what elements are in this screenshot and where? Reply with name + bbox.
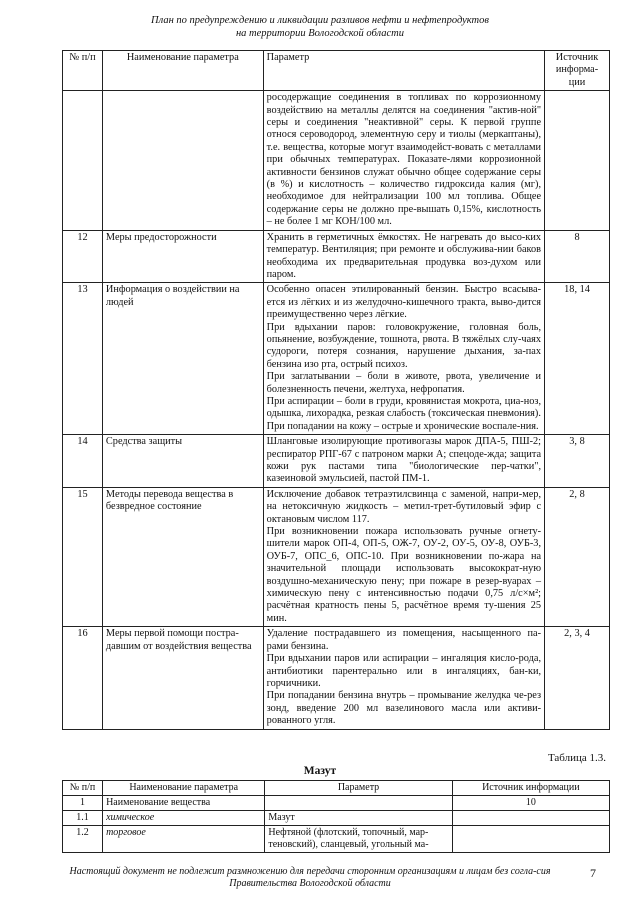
row-number: 1.2 [63,826,103,853]
table-row [63,487,610,626]
col-header-parameter: Параметр [263,51,544,91]
col-header-name: Наименование параметра [103,781,265,796]
parameter-paragraph: При попадании на кожу – острые и хронические воспале-ния. [266,420,539,432]
header-line-2: на территории Вологодской области [235,28,405,39]
table-row [63,796,610,811]
table-header-row [63,51,610,91]
row-parameter: Мазут [265,811,452,826]
parameter-paragraph: При вдыхании паров: головокружение, головная боль, опьянение, возбуждение, тошнота, рвота. В тяжёлых слу-чаях судороги, потеря сознания, нарушение дыхания, за-пах бензина изо рта, острый психоз. [266,321,542,370]
table-header-row [63,781,610,796]
table-row-continuation [63,91,610,230]
row-number: 16 [63,627,103,729]
row-parameter [263,487,544,626]
section-title: Мазут [303,765,337,777]
row-source [452,826,609,853]
continuation-text: росодержащие соединения в топливах по коррозионному воздействию на металлы делятся на соединения "актив-ной" серы и соединения "неактивной" серы. К первой группе относя сероводород, элементную серу и тиолы (меркаптаны), т.е. вещества, которые могут взаимодейст-вовать с металлами при обычных температурах. Показате-лями коррозионной активности бензинов служат обычно общее содержание серы (в %) и кислотность – количество гидроксида калия (мг), необходимое для нейтрализации 100 мл топлива. Общее содержание серы не должно пре-вышать 0,15%, кислотность – не более 1 мг КОН/100 мл. [263,91,544,230]
parameter-paragraph: Особенно опасен этилированный бензин. Быстро всасыва-ется из лёгких и из желудочно-кишечного тракта, выво-дится преимущественно через лёгкие. [266,284,542,321]
row-parameter [263,230,544,283]
page-footer: Настоящий документ не подлежит размножению для передачи сторонним организациям и лицам без согла-сия Правительства Вологодской области [69,866,551,889]
col-header-name: Наименование параметра [102,51,263,91]
table-number-label: Таблица 1.3. [547,752,606,764]
row-name: Меры первой помощи постра-давшим от воздействия вещества [102,627,263,729]
table-row [63,826,610,853]
parameter-paragraph: При заглатывании – боли в животе, рвота, увеличение и болезненность печени, желтуха, нефропатия. [266,371,542,395]
row-name: Методы перевода вещества в безвредное состояние [102,487,263,626]
page-header [0,14,640,40]
parameter-paragraph: Исключение добавок тетраэтилсвинца с заменой, напри-мер, на нетоксичную жидкость – метил-трет-бутиловый эфир с октановым числом 117. [266,488,542,525]
row-source: 2, 8 [545,487,610,626]
row-source [452,811,609,826]
table-row [63,283,610,435]
row-source: 8 [545,230,610,283]
row-parameter: Нефтяной (флотский, топочный, мар-теновский), сланцевый, угольный ма- [265,826,452,853]
parameter-paragraph: При попадании бензина внутрь – промывание желудка че-рез зонд, введение 200 мл вазелинового масла или активи-рованного угля. [266,690,542,727]
parameter-paragraph: При вдыхании паров или аспирации – ингаляция кисло-рода, антибиотики парентерально или в ингаляциях, бан-ки, горчичники. [266,653,542,689]
row-parameter [265,796,452,811]
table-row [63,811,610,826]
col-header-number: № п/п [63,51,103,91]
parameters-table [62,50,610,730]
mazut-table [62,780,610,853]
row-parameter [263,283,544,435]
row-source: 10 [452,796,609,811]
table-row [63,230,610,283]
row-number: 12 [63,230,103,283]
col-header-parameter: Параметр [265,781,452,796]
header-line-1: План по предупреждению и ликвидации разливов нефти и нефтепродуктов [151,15,489,26]
row-number: 13 [63,283,103,435]
row-name: химическое [103,811,265,826]
table-row [63,627,610,729]
row-source: 3, 8 [545,435,610,488]
row-parameter [263,627,544,729]
col-header-number: № п/п [63,781,103,796]
row-number: 1.1 [63,811,103,826]
row-name: Наименование вещества [103,796,265,811]
row-name: Информация о воздействии на людей [102,283,263,435]
row-number: 15 [63,487,103,626]
row-number: 1 [63,796,103,811]
col-header-source: Источник информации [452,781,609,796]
parameter-paragraph: При возникновении пожара использовать ручные огнету-шители марок ОП-4, ОП-5, ОЖ-7, ОУ-2, ОУ-5, ОУ-8, ОУБ-3, ОУБ-7, ОПС_6, ОПС-10. При возникновении по-жара на значительной площади использовать высокократ-ную воздушно-механическую пену; при пожаре в резер-вуарах – химическую пену с интенсивностью подачи 0,75 л/с×м²; расчётная кратность пены 5, расчётное время ту-шения 25 мин. [266,526,542,624]
row-name: Меры предосторожности [102,230,263,283]
table-row [63,435,610,488]
row-parameter [263,435,544,488]
parameter-paragraph: Удаление пострадавшего из помещения, насыщенного па-рами бензина. [266,628,542,652]
parameter-paragraph: При аспирации – боли в груди, кровянистая мокрота, циа-ноз, одышка, лихорадка, резкая слабость (токсическая пневмония). [266,395,542,420]
parameter-paragraph: Хранить в герметичных ёмкостях. Не нагревать до высо-ких температур. Вентиляция; при ремонте и обслужива-нии баков необходима их предварительная продувка воз-духом или паром. [266,231,542,280]
row-name: торговое [103,826,265,853]
row-source: 2, 3, 4 [545,627,610,729]
row-number: 14 [63,435,103,488]
page-number: 7 [590,866,596,880]
parameter-paragraph: Шланговые изолирующие противогазы марок ДПА-5, ПШ-2; респиратор РПГ-67 с патроном марки А; спецоде-жда; защита кожи рук пастами типа "биологические пер-чатки", казеиновой эмульсией, пастой ПМ-1. [266,436,542,485]
row-source: 18, 14 [545,283,610,435]
row-name: Средства защиты [102,435,263,488]
col-header-source: Источник информа-ции [545,51,610,91]
